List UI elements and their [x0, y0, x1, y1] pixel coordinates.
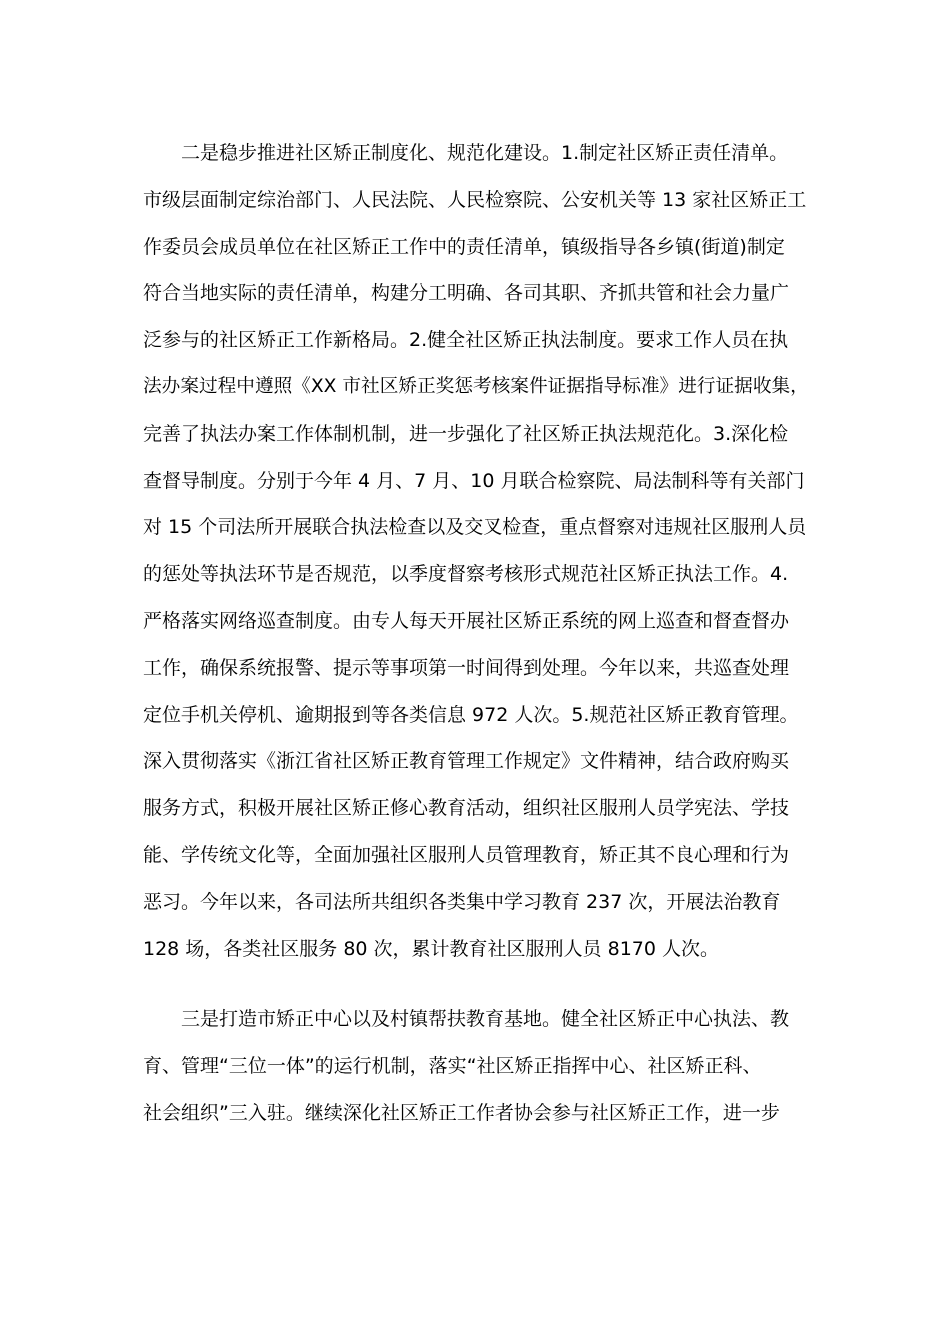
text-line: 服务方式，积极开展社区矫正修心教育活动，组织社区服刑人员学宪法、学技 [143, 797, 790, 820]
text-line: 泛参与的社区矫正工作新格局。2.健全社区矫正执法制度。要求工作人员在执 [143, 329, 789, 352]
text-line: 的惩处等执法环节是否规范，以季度督察考核形式规范社区矫正执法工作。4. [143, 563, 789, 586]
text-line: 查督导制度。分别于今年 4 月、7 月、10 月联合检察院、局法制科等有关部门 [143, 469, 805, 492]
text-line: 三是打造市矫正中心以及村镇帮扶教育基地。健全社区矫正中心执法、教 [181, 1008, 790, 1031]
text-line: 定位手机关停机、逾期报到等各类信息 972 人次。5.规范社区矫正教育管理。 [143, 703, 799, 726]
text-line: 市级层面制定综治部门、人民法院、人民检察院、公安机关等 13 家社区矫正工 [143, 188, 807, 211]
text-line: 严格落实网络巡查制度。由专人每天开展社区矫正系统的网上巡查和督查督办 [143, 609, 790, 632]
text-line: 对 15 个司法所开展联合执法检查以及交叉检查，重点督察对违规社区服刑人员 [143, 516, 807, 539]
text-line: 法办案过程中遵照《XX 市社区矫正奖惩考核案件证据指导标准》进行证据收集， [143, 375, 809, 397]
text-line: 作委员会成员单位在社区矫正工作中的责任清单，镇级指导各乡镇(街道)制定 [143, 235, 785, 258]
text-line: 育、管理“三位一体”的运行机制，落实“社区矫正指挥中心、社区矫正科、 [143, 1055, 762, 1078]
text-line: 深入贯彻落实《浙江省社区矫正教育管理工作规定》文件精神，结合政府购买 [143, 750, 790, 773]
paragraph-correction-center-and-base [143, 996, 809, 1136]
text-line: 128 场，各类社区服务 80 次，累计教育社区服刑人员 8170 人次。 [143, 937, 719, 960]
text-line: 符合当地实际的责任清单，构建分工明确、各司其职、齐抓共管和社会力量广 [143, 282, 790, 305]
text-line: 社会组织”三入驻。继续深化社区矫正工作者协会参与社区矫正工作，进一步 [143, 1101, 780, 1124]
text-line: 工作，确保系统报警、提示等事项第一时间得到处理。今年以来，共巡查处理 [143, 656, 790, 679]
paragraph-community-correction-standardization [143, 130, 809, 972]
text-line: 能、学传统文化等，全面加强社区服刑人员管理教育，矫正其不良心理和行为 [143, 843, 790, 866]
text-line: 恶习。今年以来，各司法所共组织各类集中学习教育 237 次，开展法治教育 [143, 890, 781, 913]
text-line: 二是稳步推进社区矫正制度化、规范化建设。1.制定社区矫正责任清单。 [181, 142, 789, 164]
text-line: 完善了执法办案工作体制机制，进一步强化了社区矫正执法规范化。3.深化检 [143, 422, 789, 445]
document-body [143, 130, 809, 1137]
